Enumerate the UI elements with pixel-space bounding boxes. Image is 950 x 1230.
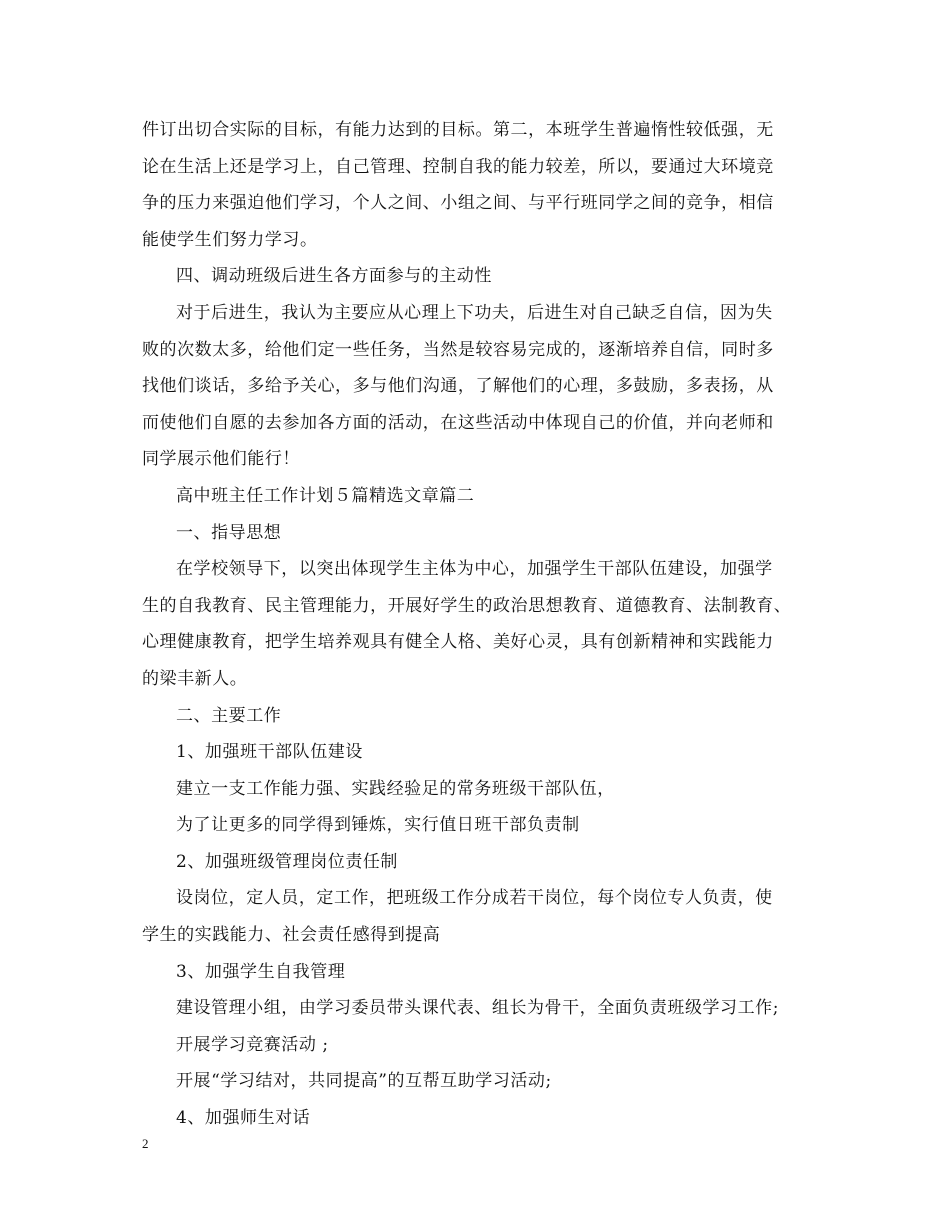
text-line: 败的次数太多，给他们定一些任务，当然是较容易完成的，逐渐培养自信，同时多	[142, 339, 774, 360]
text-line: 1、加强班干部队伍建设	[176, 742, 363, 763]
text-line: 能使学生们努力学习。	[142, 229, 318, 250]
text-line: 生的自我教育、民主管理能力，开展好学生的政治思想教育、道德教育、法制教育、	[142, 595, 792, 616]
text-line: 为了让更多的同学得到锤炼，实行值日班干部负责制	[176, 815, 580, 836]
text-line: 争的压力来强迫他们学习，个人之间、小组之间、与平行班同学之间的竞争，相信	[142, 193, 774, 214]
text-line: 在学校领导下，以突出体现学生主体为中心，加强学生干部队伍建设，加强学	[176, 559, 773, 580]
text-line: 四、调动班级后进生各方面参与的主动性	[176, 266, 492, 287]
text-line: 对于后进生，我认为主要应从心理上下功夫，后进生对自己缺乏自信，因为失	[176, 302, 773, 323]
text-line: 论在生活上还是学习上，自己管理、控制自我的能力较差，所以，要通过大环境竞	[142, 156, 774, 177]
text-line: 学生的实践能力、社会责任感得到提高	[142, 925, 441, 946]
text-line: 同学展示他们能行！	[142, 449, 300, 470]
text-line: 3、加强学生自我管理	[176, 961, 346, 982]
text-line: 一、指导思想	[176, 522, 282, 543]
text-line: 而使他们自愿的去参加各方面的活动，在这些活动中体现自己的价值，并向老师和	[142, 412, 774, 433]
text-line: 高中班主任工作计划５篇精选文章篇二	[176, 485, 475, 506]
text-line: 建立一支工作能力强、实践经验足的常务班级干部队伍，	[176, 778, 615, 799]
page-number: 2	[142, 1136, 149, 1151]
text-line: 件订出切合实际的目标，有能力达到的目标。第二，本班学生普遍惰性较低强，无	[142, 120, 774, 140]
text-line: 2、加强班级管理岗位责任制	[176, 851, 398, 872]
text-line: 建设管理小组，由学习委员带头课代表、组长为骨干，全面负责班级学习工作;	[176, 998, 779, 1019]
text-line: 设岗位，定人员，定工作，把班级工作分成若干岗位，每个岗位专人负责，使	[176, 888, 773, 909]
text-line: 4、加强师生对话	[176, 1108, 311, 1129]
text-line: 开展“学习结对，共同提高”的互帮互助学习活动;	[176, 1071, 552, 1092]
text-line: 心理健康教育，把学生培养观具有健全人格、美好心灵，具有创新精神和实践能力	[142, 632, 774, 653]
text-line: 二、主要工作	[176, 705, 282, 726]
text-line: 开展学习竞赛活动 ;	[176, 1034, 329, 1055]
text-line: 找他们谈话，多给予关心，多与他们沟通，了解他们的心理，多鼓励，多表扬，从	[142, 376, 774, 397]
document-body	[142, 112, 822, 1137]
text-line: 的梁丰新人。	[142, 668, 248, 689]
